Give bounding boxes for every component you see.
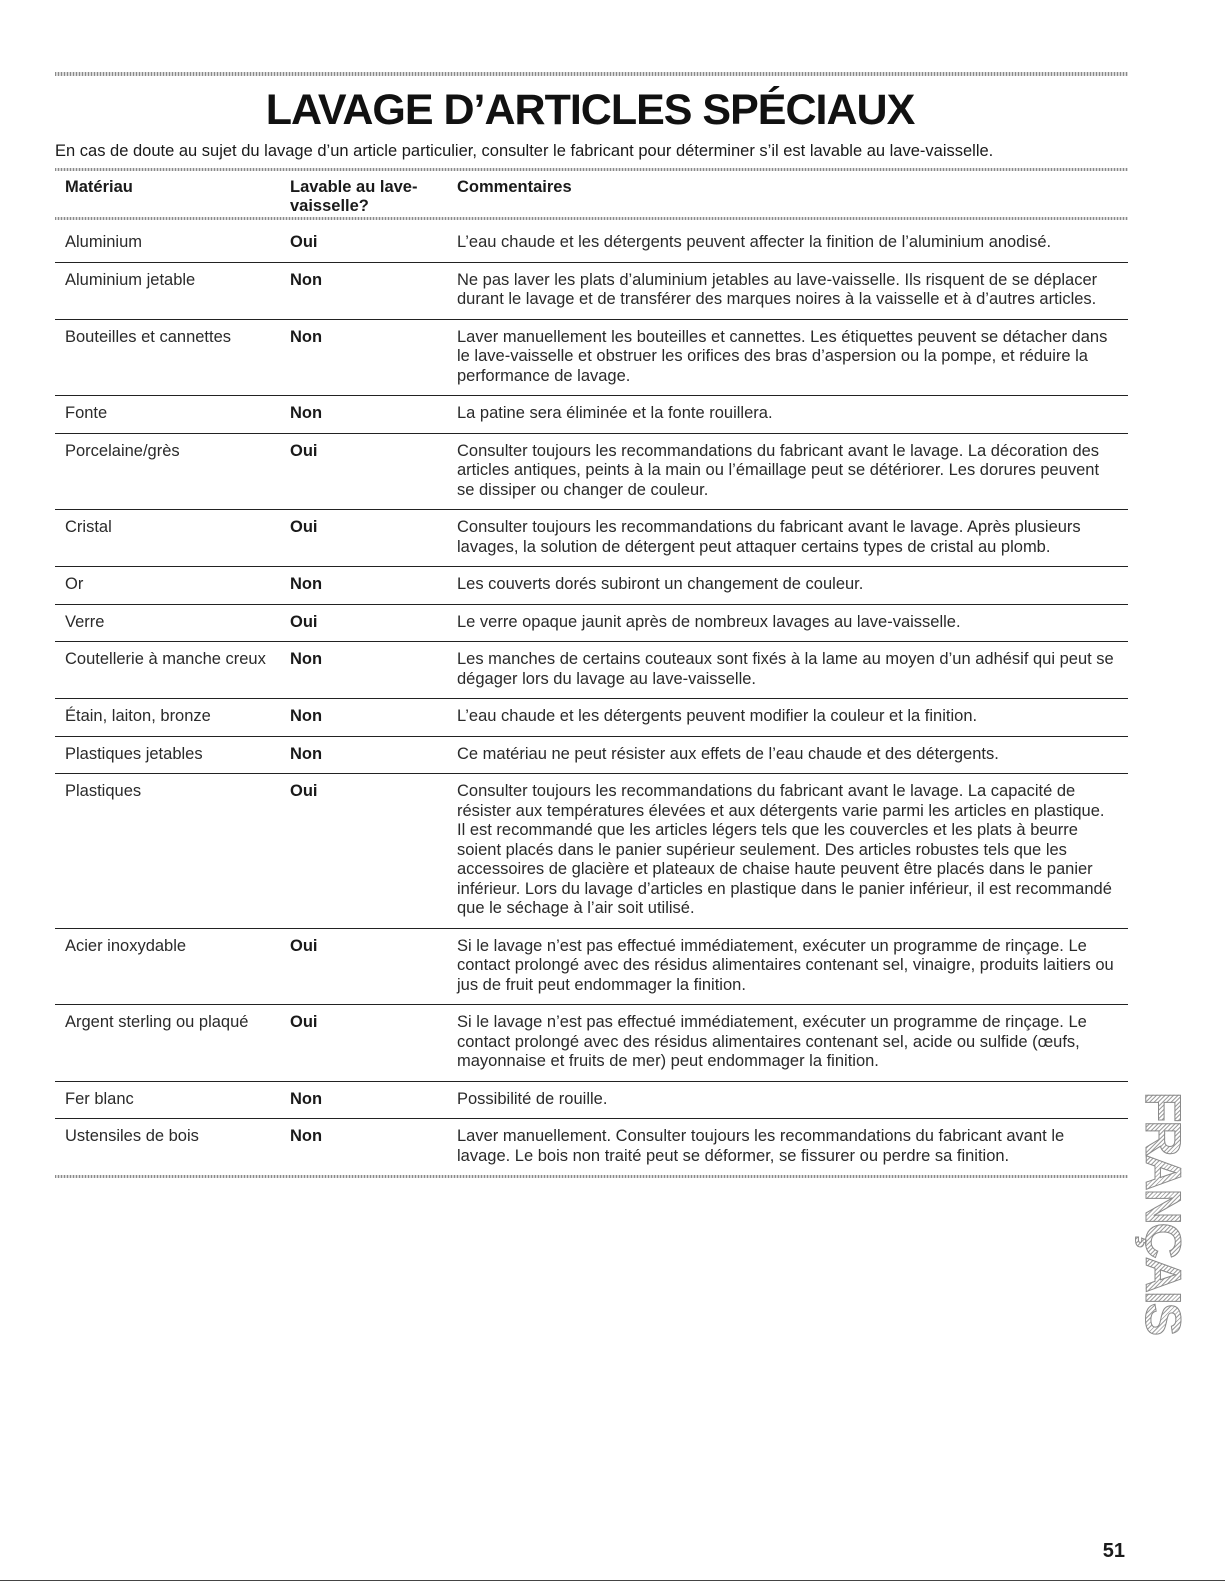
row-material: Acier inoxydable — [65, 936, 187, 955]
table-row — [55, 774, 1128, 929]
row-comment: L’eau chaude et les détergents peuvent affecter la finition de l’aluminium anodisé. — [457, 233, 1052, 251]
row-washable: Non — [290, 404, 323, 422]
row-material: Ustensiles de bois — [65, 1127, 199, 1145]
row-material: Or — [65, 575, 84, 593]
side-tab-label: FRANÇAIS — [1135, 1091, 1191, 1334]
special-items-table — [55, 176, 1128, 1178]
row-washable: Non — [290, 744, 323, 763]
row-comment: Le verre opaque jaunit après de nombreux lavages au lave-vaisselle. — [457, 612, 961, 631]
bottom-rule — [0, 1580, 1225, 1581]
table-row — [55, 225, 1128, 263]
row-material: Plastiques jetables — [65, 744, 203, 763]
top-hatched-rule — [55, 72, 1128, 76]
row-comment: Ne pas laver les plats d’aluminium jetables au lave-vaisselle. Ils risquent de se déplacer durant le lavage et de transférer des marques noires à la vaisselle et à d’autres articles. — [457, 270, 1098, 308]
row-material: Bouteilles et cannettes — [65, 327, 232, 346]
table-row — [55, 929, 1128, 1006]
table-row — [55, 737, 1128, 775]
table-row — [55, 1119, 1128, 1175]
header-material: Matériau — [65, 178, 133, 196]
page-title: LAVAGE D’ARTICLES SPÉCIAUX — [265, 86, 915, 134]
table-row — [55, 263, 1128, 320]
row-comment: Si le lavage n’est pas effectué immédiatement, exécuter un programme de rinçage. Le contact prolongé avec des résidus alimentaires contenant sel, vinaigre, produits laitiers ou jus de fruit peut endommager la finition. — [457, 936, 1114, 994]
page-number: 51 — [1102, 1540, 1125, 1562]
row-comment: Consulter toujours les recommandations du fabricant avant le lavage. La décoration des articles antiques, peints à la main ou l’émaillage peut se détériorer. Les dorures peuvent se dissiper ou changer de couleur. — [457, 441, 1100, 499]
intro-text: En cas de doute au sujet du lavage d’un article particulier, consulter le fabricant pour déterminer s’il est lavable au lave-vaisselle. — [55, 142, 994, 160]
row-comment: L’eau chaude et les détergents peuvent modifier la couleur et la finition. — [457, 707, 978, 725]
table-row — [55, 1005, 1128, 1082]
header-comments: Commentaires — [457, 178, 572, 196]
row-washable: Non — [290, 650, 323, 668]
table-row — [55, 320, 1128, 397]
header-hatched-rule — [55, 217, 1128, 220]
row-washable: Non — [290, 270, 323, 289]
row-material: Porcelaine/grès — [65, 441, 180, 460]
row-comment: Consulter toujours les recommandations du fabricant avant le lavage. La capacité de résister aux températures élevées et aux détergents varie parmi les articles en plastique. Il est recommandé que les articles légers tels que les couvercles et les plats à beurre soient placés dans le panier supérieur seulement. Des articles robustes tels que les accessoires de glacière et plateaux de chaise haute peuvent être placés dans le panier inférieur. Lors du lavage d’articles en plastique dans le panier inférieur, il est recommandé que le séchage à l’air soit utilisé. — [457, 782, 1112, 917]
row-washable: Oui — [290, 936, 318, 955]
header-washable: Lavable au lave-vaisselle? — [290, 178, 418, 215]
row-comment: Laver manuellement les bouteilles et cannettes. Les étiquettes peuvent se détacher dans le lave-vaisselle et obstruer les orifices des bras d’aspersion ou la pompe, et réduire la performance de lavage. — [457, 327, 1108, 385]
table-row — [55, 605, 1128, 643]
table-row — [55, 567, 1128, 605]
row-washable: Oui — [290, 612, 318, 631]
row-material: Plastiques — [65, 782, 142, 800]
row-comment: Ce matériau ne peut résister aux effets de l’eau chaude et des détergents. — [457, 744, 999, 763]
row-comment: Consulter toujours les recommandations du fabricant avant le lavage. Après plusieurs lavages, la solution de détergent peut attaquer certains types de cristal au plomb. — [457, 518, 1081, 556]
row-washable: Non — [290, 575, 323, 593]
row-material: Cristal — [65, 518, 112, 536]
row-comment: Les manches de certains couteaux sont fixés à la lame au moyen d’un adhésif qui peut se dégager lors du lavage au lave-vaisselle. — [457, 650, 1114, 688]
row-washable: Non — [290, 327, 323, 346]
row-material: Coutellerie à manche creux — [65, 650, 266, 668]
row-material: Aluminium jetable — [65, 270, 196, 289]
row-material: Verre — [65, 612, 105, 631]
table-row — [55, 510, 1128, 567]
table-row — [55, 434, 1128, 511]
row-washable: Non — [290, 1089, 323, 1108]
row-comment: Possibilité de rouille. — [457, 1089, 608, 1108]
row-comment: Si le lavage n’est pas effectué immédiatement, exécuter un programme de rinçage. Le contact prolongé avec des résidus alimentaires contenant sel, acide ou sulfide (œufs, mayonnaise et fruits de mer) peut endommager la finition. — [457, 1013, 1087, 1070]
row-material: Fer blanc — [65, 1089, 134, 1108]
row-washable: Non — [290, 707, 323, 725]
table-body — [55, 224, 1128, 1175]
table-row — [55, 1082, 1128, 1120]
row-washable: Oui — [290, 1013, 318, 1031]
row-comment: La patine sera éliminée et la fonte rouillera. — [457, 404, 773, 422]
intro-hatched-rule — [55, 168, 1128, 171]
row-comment: Laver manuellement. Consulter toujours les recommandations du fabricant avant le lavage. Le bois non traité peut se déformer, se fissurer ou perdre sa finition. — [457, 1127, 1065, 1165]
row-material: Argent sterling ou plaqué — [65, 1013, 249, 1031]
row-washable: Oui — [290, 782, 318, 800]
language-side-tab — [1135, 1085, 1191, 1340]
table-row — [55, 699, 1128, 737]
table-row — [55, 396, 1128, 434]
row-material: Étain, laiton, bronze — [65, 707, 211, 725]
row-washable: Oui — [290, 233, 318, 251]
row-material: Aluminium — [65, 233, 143, 251]
table-row — [55, 642, 1128, 699]
row-washable: Oui — [290, 518, 318, 536]
row-washable: Oui — [290, 441, 318, 460]
row-comment: Les couverts dorés subiront un changement de couleur. — [457, 575, 864, 593]
table-bottom-hatched-rule — [55, 1175, 1128, 1178]
table-header — [55, 176, 1128, 217]
row-material: Fonte — [65, 404, 108, 422]
row-washable: Non — [290, 1127, 323, 1145]
